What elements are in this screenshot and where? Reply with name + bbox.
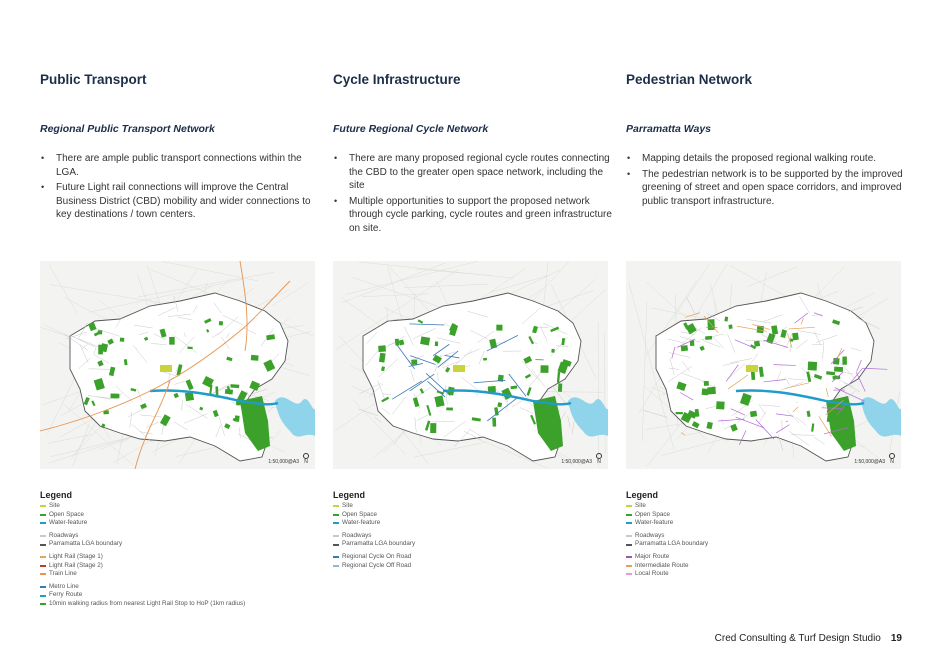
bullet-list xyxy=(333,152,615,237)
north-arrow-icon: N xyxy=(596,453,602,465)
legend-label: Site xyxy=(635,502,646,509)
legend xyxy=(40,490,320,609)
legend-label: Open Space xyxy=(342,510,378,518)
legend-item xyxy=(333,532,613,541)
map-image xyxy=(40,261,315,469)
bullet-item: • Mapping details the proposed regional walking route. xyxy=(626,152,908,166)
map-scale xyxy=(854,453,895,465)
column-pedestrian-network xyxy=(626,70,908,578)
harbour-water xyxy=(568,397,608,436)
bullet-item: • The pedestrian network is to be supported by the improved greening of street and open space corridors, and improved public transport infrastructure. xyxy=(626,168,908,209)
legend-label: Train Line xyxy=(49,570,77,578)
legend-item xyxy=(333,511,613,520)
bullet-list xyxy=(40,152,322,224)
legend-item xyxy=(626,532,906,541)
legend-item xyxy=(333,502,613,511)
legend-label: 10min walking radius from nearest Light Rail Stop to HoP (1km radius) xyxy=(49,599,246,607)
bullet-item: • Multiple opportunities to support the proposed network through cycle parking, cycle routes and green infrastructure on site. xyxy=(333,195,615,236)
harbour-water xyxy=(861,397,901,436)
site-marker xyxy=(160,365,172,372)
site-marker xyxy=(453,365,465,372)
legend-item xyxy=(333,540,613,549)
page-footer xyxy=(715,633,902,644)
bullet-item: • There are many proposed regional cycle routes connecting the CBD to the greater open space network, including the site xyxy=(333,152,615,193)
legend-title: Legend xyxy=(333,490,366,500)
legend-label: Parramatta LGA boundary xyxy=(342,540,416,548)
page-number: 19 xyxy=(890,633,902,644)
legend-item xyxy=(40,532,320,541)
section-title: Pedestrian Network xyxy=(626,72,753,87)
scale-label: 1:50,000@A3 xyxy=(561,459,592,465)
legend-label: Ferry Route xyxy=(49,591,83,599)
legend-item xyxy=(40,519,320,528)
legend-swatch xyxy=(333,565,339,567)
scale-label: 1:50,000@A3 xyxy=(268,459,299,465)
legend-label: Open Space xyxy=(635,510,671,518)
legend-item xyxy=(333,519,613,528)
legend-item xyxy=(40,511,320,520)
bullet-list xyxy=(626,152,908,210)
legend-label: Metro Line xyxy=(49,582,79,590)
legend-swatch xyxy=(333,544,339,546)
map-scale xyxy=(268,453,309,465)
bullet-item: • There are ample public transport connections within the LGA. xyxy=(40,152,322,179)
legend-swatch xyxy=(40,603,46,605)
legend-label: Site xyxy=(49,502,60,509)
section-title: Public Transport xyxy=(40,72,147,87)
legend-item xyxy=(40,591,320,600)
legend-swatch xyxy=(40,573,46,575)
footer-credit: Cred Consulting & Turf Design Studio xyxy=(714,633,881,644)
north-arrow-icon: N xyxy=(889,453,895,465)
legend-swatch xyxy=(626,556,632,558)
legend-swatch xyxy=(333,505,339,507)
legend-item xyxy=(40,502,320,511)
legend-item xyxy=(626,553,906,562)
section-subtitle: Regional Public Transport Network xyxy=(40,123,215,135)
legend-swatch xyxy=(333,535,339,537)
north-arrow-icon: N xyxy=(303,453,309,465)
column-cycle-infrastructure xyxy=(333,70,615,569)
legend xyxy=(626,490,906,579)
legend-swatch xyxy=(626,535,632,537)
legend-title: Legend xyxy=(626,490,659,500)
legend-swatch xyxy=(40,595,46,597)
legend-label: Roadways xyxy=(49,531,79,539)
legend-item xyxy=(626,540,906,549)
legend-item xyxy=(40,583,320,592)
legend-item xyxy=(40,562,320,571)
legend-label: Intermediate Route xyxy=(635,561,689,569)
legend-label: Site xyxy=(342,502,353,509)
legend-item xyxy=(333,562,613,571)
legend-label: Light Rail (Stage 1) xyxy=(49,552,103,560)
legend-item xyxy=(626,502,906,511)
legend-swatch xyxy=(626,565,632,567)
legend-swatch xyxy=(40,565,46,567)
legend-label: Regional Cycle On Road xyxy=(342,552,412,560)
map-image xyxy=(333,261,608,469)
legend-item xyxy=(626,519,906,528)
map-scale xyxy=(561,453,602,465)
section-title: Cycle Infrastructure xyxy=(333,72,461,87)
legend-swatch xyxy=(40,505,46,507)
legend-item xyxy=(40,540,320,549)
map-image xyxy=(626,261,901,469)
legend-swatch xyxy=(40,556,46,558)
legend-swatch xyxy=(333,514,339,516)
legend-label: Light Rail (Stage 2) xyxy=(49,561,103,569)
legend-item xyxy=(333,553,613,562)
harbour-water xyxy=(275,397,315,436)
section-subtitle: Future Regional Cycle Network xyxy=(333,123,489,135)
site-marker xyxy=(746,365,758,372)
legend-swatch xyxy=(333,522,339,524)
legend-label: Regional Cycle Off Road xyxy=(342,561,412,569)
legend-label: Water-feature xyxy=(342,519,381,527)
legend xyxy=(333,490,613,570)
legend-item xyxy=(40,570,320,579)
legend-title: Legend xyxy=(40,490,73,500)
legend-label: Roadways xyxy=(342,531,372,539)
legend-swatch xyxy=(40,586,46,588)
legend-swatch xyxy=(40,544,46,546)
legend-label: Local Route xyxy=(635,570,669,578)
legend-swatch xyxy=(626,544,632,546)
legend-label: Roadways xyxy=(635,531,665,539)
legend-label: Major Route xyxy=(635,552,670,560)
legend-label: Parramatta LGA boundary xyxy=(49,540,123,548)
legend-label: Open Space xyxy=(49,510,85,518)
legend-item xyxy=(626,570,906,579)
legend-swatch xyxy=(40,514,46,516)
legend-swatch xyxy=(626,522,632,524)
legend-item xyxy=(40,553,320,562)
section-subtitle: Parramatta Ways xyxy=(626,123,712,135)
legend-item xyxy=(40,600,320,609)
legend-swatch xyxy=(626,514,632,516)
legend-item xyxy=(626,562,906,571)
legend-label: Parramatta LGA boundary xyxy=(635,540,709,548)
legend-item xyxy=(626,511,906,520)
bullet-item: • Future Light rail connections will improve the Central Business District (CBD) mobility and wider connections to key destinations / town centers. xyxy=(40,181,322,222)
legend-label: Water-feature xyxy=(49,519,88,527)
legend-swatch xyxy=(333,556,339,558)
scale-label: 1:50,000@A3 xyxy=(854,459,885,465)
legend-swatch xyxy=(40,535,46,537)
legend-swatch xyxy=(626,505,632,507)
legend-swatch xyxy=(40,522,46,524)
column-public-transport xyxy=(40,70,322,607)
legend-swatch xyxy=(626,573,632,575)
legend-label: Water-feature xyxy=(635,519,674,527)
